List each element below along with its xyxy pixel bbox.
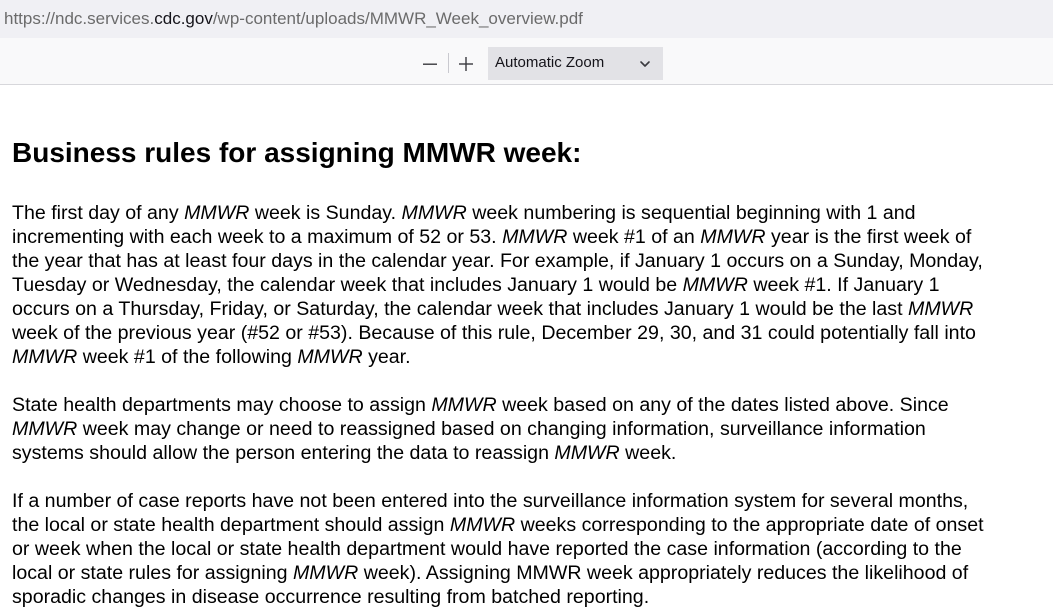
url-path: /wp-content/uploads/MMWR_Week_overview.pdf <box>212 9 583 28</box>
text-line: the year that has at least four days in the calendar year. For example, if January 1 occurs on a Sunday, Monday, <box>12 250 983 272</box>
url-domain: cdc.gov <box>154 9 213 28</box>
text-line: systems should allow the person entering the data to reassign MMWR week. <box>12 442 677 464</box>
chevron-down-icon <box>638 57 652 71</box>
text-line: If a number of case reports have not been entered into the surveillance information system for several months, <box>12 490 969 512</box>
text-line: MMWR week #1 of the following MMWR year. <box>12 346 411 368</box>
text-line: State health departments may choose to assign MMWR week based on any of the dates listed above. Since <box>12 394 949 416</box>
text-line: incrementing with each week to a maximum of 52 or 53. MMWR week #1 of an MMWR year is the first week of <box>12 226 972 248</box>
text-line: The first day of any MMWR week is Sunday. MMWR week numbering is sequential beginning with 1 and <box>12 202 916 224</box>
paragraph-state-assignment <box>12 393 949 465</box>
pdf-toolbar <box>0 38 1053 85</box>
text-line: local or state rules for assigning MMWR week). Assigning MMWR week appropriately reduces the likelihood of <box>12 562 969 584</box>
minus-icon <box>422 56 438 72</box>
text-line: Tuesday or Wednesday, the calendar week that includes January 1 would be MMWR week #1. If January 1 <box>12 274 940 296</box>
paragraph-batched-reporting <box>12 489 984 609</box>
zoom-out-button[interactable] <box>416 50 444 78</box>
paragraph-week-definition <box>12 201 983 369</box>
url-prefix: https://ndc.services. <box>4 9 155 28</box>
plus-icon <box>458 56 474 72</box>
text-line: week of the previous year (#52 or #53). Because of this rule, December 29, 30, and 31 could potentially fall into <box>12 322 976 344</box>
text-line: the local or state health department should assign MMWR weeks corresponding to the appropriate date of onset <box>12 514 984 536</box>
document-heading: Business rules for assigning MMWR week: <box>12 137 582 168</box>
zoom-level-label: Automatic Zoom <box>495 54 605 71</box>
text-line: sporadic changes in disease occurrence resulting from batched reporting. <box>12 586 650 608</box>
zoom-level-select[interactable] <box>488 47 663 80</box>
text-line: or week when the local or state health department would have reported the case information (according to the <box>12 538 962 560</box>
text-line: occurs on a Thursday, Friday, or Saturday, the calendar week that includes January 1 would be the last MMWR <box>12 298 974 320</box>
address-bar[interactable] <box>0 0 1053 38</box>
toolbar-separator <box>448 53 449 73</box>
zoom-in-button[interactable] <box>452 50 480 78</box>
text-line: MMWR week may change or need to reassigned based on changing information, surveillance information <box>12 418 926 440</box>
